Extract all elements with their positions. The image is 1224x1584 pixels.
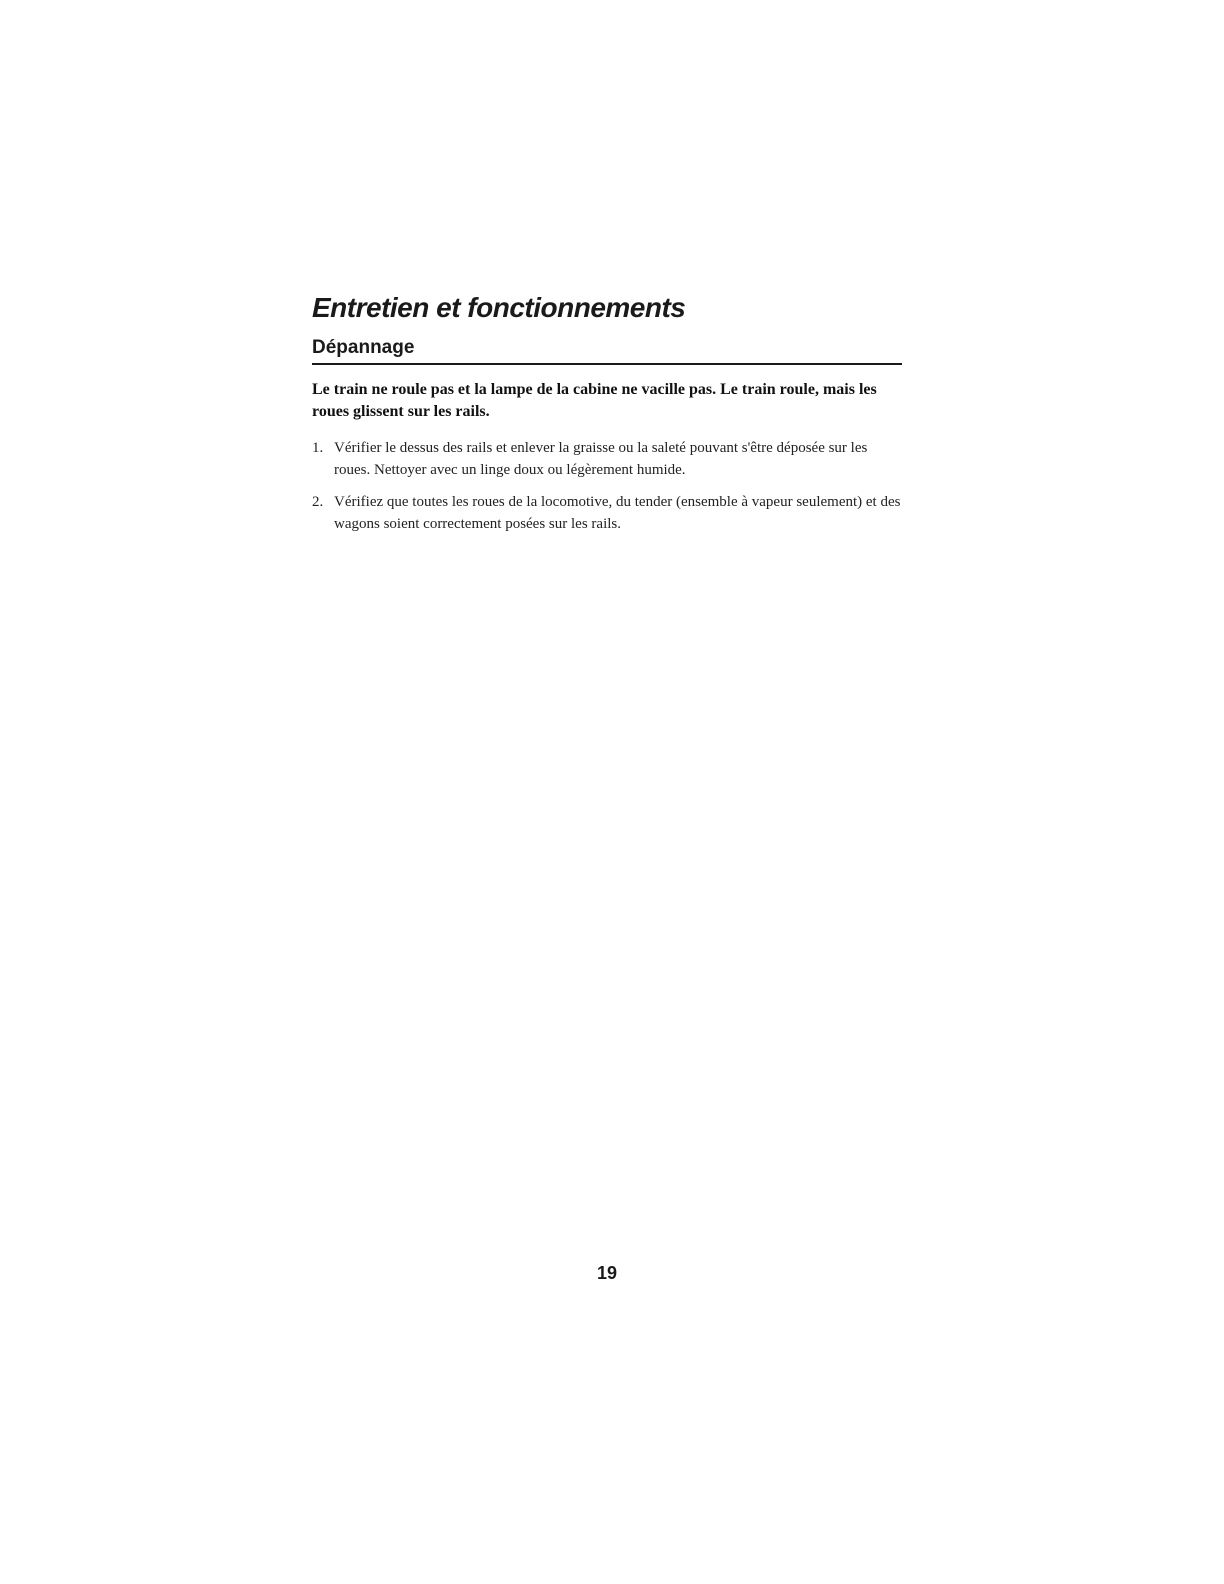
steps-list: [312, 437, 902, 535]
list-item: [312, 437, 902, 481]
page-number: 19: [596, 1263, 618, 1283]
step-text: Vérifiez que toutes les roues de la locomotive, du tender (ensemble à vapeur seulement) et des wagons soient correctement posées sur les rails.: [334, 494, 901, 532]
step-number: 1.: [312, 440, 324, 456]
step-text: Vérifier le dessus des rails et enlever la graisse ou la saleté pouvant s'être déposée sur les roues. Nettoyer avec un linge doux ou légèrement humide.: [334, 440, 868, 478]
problem-statement: Le train ne roule pas et la lampe de la cabine ne vacille pas. Le train roule, mais les roues glissent sur les rails.: [312, 381, 877, 420]
list-item: [312, 491, 902, 535]
page-content: [312, 290, 902, 545]
step-number: 2.: [312, 494, 324, 510]
page-title: Entretien et fonctionnements: [312, 292, 686, 323]
section-heading: Dépannage: [312, 336, 902, 365]
